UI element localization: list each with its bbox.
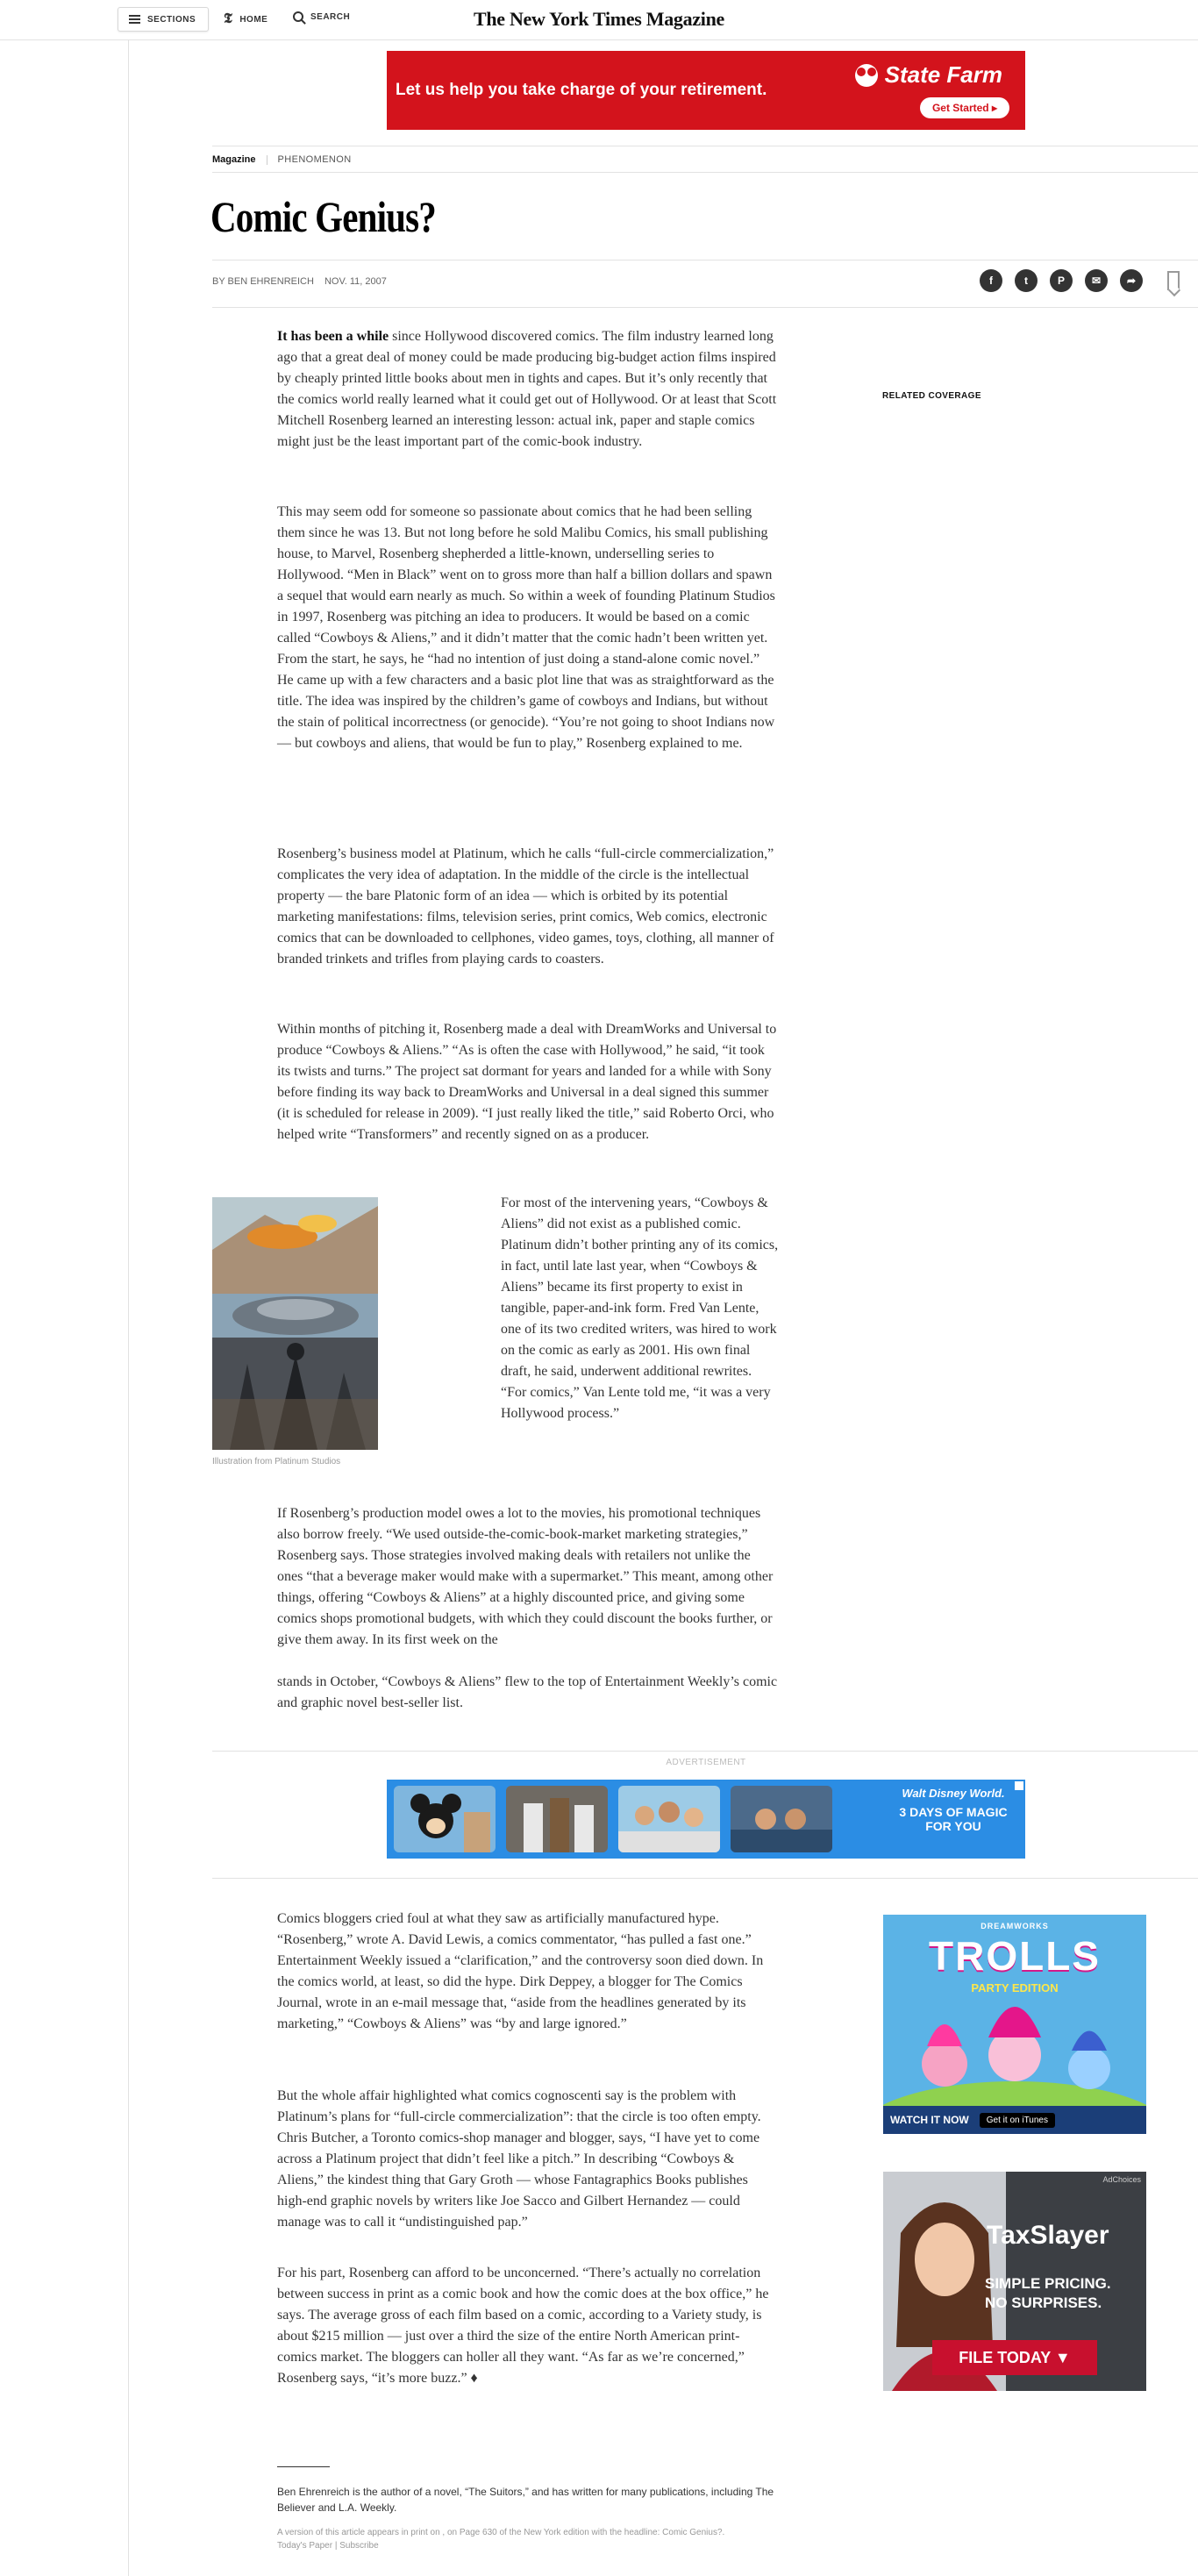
statefarm-logo	[855, 61, 1002, 89]
file-today-button[interactable]: FILE TODAY ▼	[932, 2340, 1097, 2375]
paragraph-text: stands in October, “Cowboys & Aliens” flew to the top of Entertainment Weekly’s comic and graphic novel best-seller list.	[277, 1674, 778, 1710]
ad-message: Let us help you take charge of your retirement.	[396, 81, 767, 99]
itunes-badge[interactable]: Get it on iTunes	[980, 2113, 1055, 2128]
facebook-icon[interactable]: f	[980, 269, 1002, 292]
top-nav-bar	[0, 0, 1198, 40]
advertisement-label: ADVERTISEMENT	[666, 1758, 746, 1767]
article-paragraph	[277, 1672, 779, 1730]
mickey-photo-image	[394, 1786, 496, 1852]
paragraph-text: For most of the intervening years, “Cowboys & Aliens” did not exist as a published comic. Platinum didn’t bother printing any of its comics, in fact, until late last year, when “Cowboys & Aliens” became its first property to exist in tangible, paper-and-ink form. Fred Van Lente, one of its two credited writers, was hired to work on the comic as early as 2001. His own final draft, he said, underwent additional rewrites. “For comics,” Van Lente told me, “it was a very Hollywood process.”	[501, 1195, 779, 1421]
trolls-edition: PARTY EDITION	[971, 1981, 1059, 1994]
taxslayer-logo: TaxSlayer	[987, 2221, 1109, 2250]
trolls-cta-bar	[883, 2106, 1146, 2134]
ad-photo	[731, 1786, 832, 1852]
article-paragraph	[277, 502, 779, 770]
publish-date: NOV. 11, 2007	[324, 276, 387, 287]
disney-world-ad[interactable]	[387, 1780, 1025, 1859]
trolls-ad[interactable]	[883, 1915, 1146, 2134]
family-photo-image	[618, 1786, 720, 1852]
share-icon[interactable]: ➦	[1120, 269, 1143, 292]
get-started-button[interactable]: Get Started ▸	[920, 97, 1009, 118]
home-label: HOME	[239, 14, 268, 25]
paragraph-text: For his part, Rosenberg can afford to be unconcerned. “There’s actually no correlation between success in print as a comic book and how the comic does at the box office,” he says. The average gross of each film based on a comic, according to a Variety study, is about $215 million — just over a third the size of the entire North American print-comics market. The bloggers can holler all they want. “As far as we’re concerned,” Rosenberg says, “it’s more buzz.” ♦	[277, 2266, 769, 2386]
article-title: Comic Genius?	[210, 192, 436, 241]
article-paragraph	[277, 2086, 779, 2249]
image-caption: Illustration from Platinum Studios	[212, 1457, 341, 1466]
related-coverage-heading: RELATED COVERAGE	[882, 391, 981, 401]
breadcrumb-subsection: PHENOMENON	[277, 154, 352, 165]
paragraph-text: Within months of pitching it, Rosenberg made a deal with DreamWorks and Universal to produce “Cowboys & Aliens.” “As is often the case with Hollywood,” he said, “it took its twists and turns.” The project sat dormant for years and landed for a while with Sony before finding its way back to DreamWorks and Universal in a deal signed this summer (it is scheduled for release in 2009). “I just really liked the title,” said Roberto Orci, who helped write “Transformers” and recently signed on as a producer.	[277, 1022, 777, 1142]
search-label: SEARCH	[310, 11, 351, 22]
article-paragraph	[277, 1019, 779, 1161]
breadcrumb	[212, 154, 352, 165]
email-icon[interactable]: ✉	[1085, 269, 1108, 292]
taxslayer-line2: NO SURPRISES.	[985, 2294, 1102, 2311]
article-paragraph	[277, 2263, 779, 2405]
ad-photo	[506, 1786, 608, 1852]
paragraph-text: This may seem odd for someone so passionate about comics that he had been selling them since he was 13. But not long before he sold Malibu Comics, his small publishing house, to Marvel, Rosenberg shepherded a little-known, underselling series to Hollywood. “Men in Black” went on to gross more than half a billion dollars and spawn a sequel that would earn nearly as much. So within a week of founding Platinum Studios in 1997, Rosenberg was pitching an idea to producers. It would be based on a comic called “Cowboys & Aliens,” and it didn’t matter that the comic hadn’t been written yet. From the start, he says, he “had no intention of just doing a stand-alone comic novel.” He came up with a few characters and a basic plot line that was as straightforward as the title. The idea was inspired by the children’s game of cowboys and Indians, but without the stain of political incorrectness (or genocide). “You’re not going to shoot Indians now — but cowboys and aliens, that would be fun to play,” Rosenberg explained to me.	[277, 504, 775, 751]
star-wars-photo-image	[506, 1786, 608, 1852]
ad-photo	[618, 1786, 720, 1852]
taxslayer-ad[interactable]	[883, 2172, 1146, 2391]
twitter-icon[interactable]: t	[1015, 269, 1038, 292]
pinterest-icon[interactable]: P	[1050, 269, 1073, 292]
divider	[212, 307, 1198, 308]
page-left-rule	[128, 37, 129, 2576]
disney-brand	[888, 1787, 1018, 1833]
cowboys-aliens-illustration-image	[212, 1197, 378, 1450]
adchoices-icon[interactable]	[1015, 1781, 1023, 1790]
bookmark-icon[interactable]	[1167, 271, 1180, 290]
ride-photo-image	[731, 1786, 832, 1852]
breadcrumb-section-link[interactable]: Magazine	[212, 154, 256, 165]
statefarm-mark-icon	[855, 64, 878, 87]
article-paragraph	[277, 1503, 779, 1666]
masthead-text: The New York Times Magazine	[473, 8, 725, 30]
watch-it-now-button[interactable]: WATCH IT NOW	[890, 2114, 969, 2126]
paragraph-text: Rosenberg’s business model at Platinum, which he calls “full-circle commercialization,” complicates the very idea of adaptation. In the middle of the circle is the intellectual property — the bare Platonic form of an idea — which is orbited by its potential marketing manifestations: films, television series, print comics, Web comics, electronic comics that can be downloaded to cellphones, video games, toys, clothing, all manner of branded trinkets and trifles from playing cards to coasters.	[277, 846, 774, 967]
nyt-t-icon: 𝕿	[224, 11, 233, 26]
lead-in: It has been a while	[277, 329, 389, 344]
adchoices-label[interactable]: AdChoices	[1102, 2175, 1141, 2184]
divider	[212, 1751, 1198, 1752]
trolls-title: TROLLS	[929, 1933, 1101, 1979]
print-links[interactable]: Today's Paper | Subscribe	[277, 2541, 379, 2551]
end-rule	[277, 2466, 330, 2467]
disney-tagline: 3 DAYS OF MAGIC FOR YOU	[899, 1805, 1008, 1833]
paragraph-text: If Rosenberg’s production model owes a lot to the movies, his promotional techniques also borrow freely. “We used outside-the-comic-book-market marketing strategies,” Rosenberg says. Those strategies involved making deals with retailers not unlike the ones “that a beverage maker would make with a supermarket.” This meant, among other things, offering “Cowboys & Aliens” at a highly discounted price, and giving some comics shops promotional budgets, with which they could discount the books further, or give them away. In its first week on the	[277, 1506, 774, 1647]
author-byline: BY BEN EHRENREICH	[212, 276, 314, 287]
share-tools	[980, 269, 1180, 292]
ad-photo	[394, 1786, 496, 1852]
paragraph-text: Comics bloggers cried foul at what they saw as artificially manufactured hype. “Rosenberg,” wrote A. David Lewis, a comics commentator, “has pulled a fast one.” Entertainment Weekly issued a “clarification,” and the controversy soon died down. In the comics world, at least, so did the hype. Dirk Deppey, a blogger for The Comics Journal, wrote in an e-mail message that, “aside from the headlines generated by its marketing,” “Cowboys & Aliens” was “by and large ignored.”	[277, 1911, 764, 2031]
article-paragraph	[501, 1193, 780, 1424]
article-illustration[interactable]	[212, 1197, 378, 1450]
article-paragraph	[277, 326, 779, 468]
byline	[212, 276, 387, 287]
print-edition-note: A version of this article appears in print on , on Page 630 of the New York edition with the headline: Comic Genius?.	[277, 2528, 725, 2537]
article-paragraph	[277, 844, 779, 986]
author-bio: Ben Ehrenreich is the author of a novel, “The Suitors,” and has written for many publications, including The Believer and L.A. Weekly.	[277, 2486, 774, 2514]
sections-label: SECTIONS	[147, 14, 196, 25]
statefarm-ad[interactable]	[387, 51, 1025, 130]
trolls-studio: DREAMWORKS	[981, 1922, 1049, 1930]
print-note	[277, 2526, 803, 2552]
paragraph-text: But the whole affair highlighted what comics cognoscenti say is the problem with Platinum’s plans for “full-circle commercialization”: that the circle is too often empty. Chris Butcher, a Toronto comics-shop manager and blogger, says, “I have yet to come across a Platinum project that didn’t feel like a pitch.” In describing “Cowboys & Aliens,” the kindest thing that Gary Groth — whose Fantagraphics Books publishes high-end graphic novels by writers like Joe Sacco and Gilbert Hernandez — could manage was to call it “undistinguished pap.”	[277, 2088, 761, 2230]
divider	[212, 172, 1198, 173]
article-paragraph	[277, 1909, 779, 2051]
disney-logo: Walt Disney World.	[902, 1787, 1005, 1800]
paragraph-text: since Hollywood discovered comics. The film industry learned long ago that a great deal of money could be made producing big-budget action films inspired by cheaply printed little books about men in tights and capes. But it’s only recently that the comics world really learned what it could get out of Hollywood. Or at least that Scott Mitchell Rosenberg learned an interesting lesson: actual ink, paper and staple comics might just be the least important part of the comic-book industry.	[277, 329, 777, 449]
statefarm-brand: State Farm	[884, 61, 1002, 88]
masthead-logo[interactable]	[0, 8, 1198, 31]
divider	[212, 1878, 1198, 1879]
taxslayer-line1: SIMPLE PRICING.	[985, 2275, 1111, 2292]
